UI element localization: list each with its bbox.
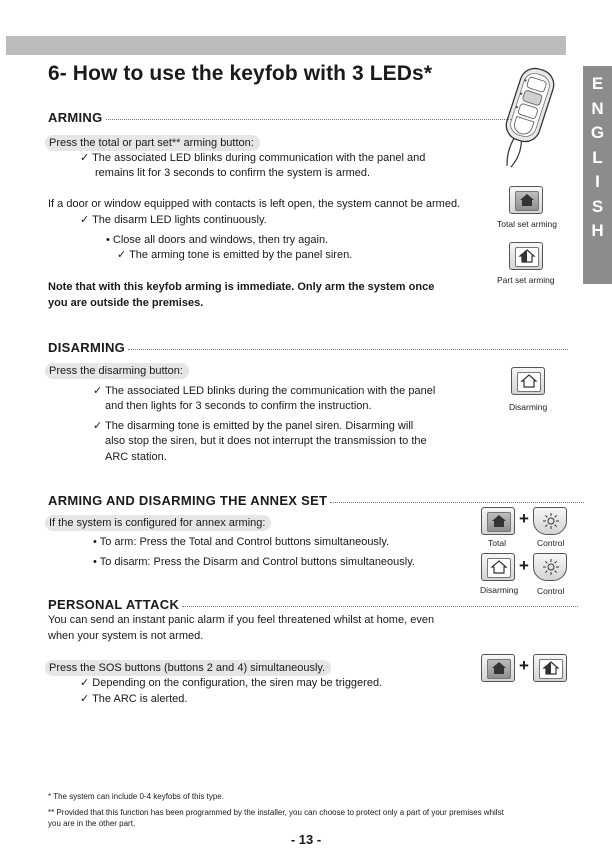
total-button [481,507,515,535]
control-sun-icon [542,512,560,530]
language-letter: N [591,98,604,118]
house-half-icon [540,659,562,677]
language-letter: L [592,147,603,167]
disarming-instruction: Press the disarming button: [45,363,189,379]
disarming-caption: Disarming [509,402,548,412]
annex-instruction: If the system is configured for annex arming: [45,515,271,531]
language-tab [583,66,612,284]
sos-button-2 [481,654,515,682]
attack-check-2: ✓ The ARC is alerted. [80,693,188,705]
disarming-heading [48,340,568,355]
part-set-button [509,242,543,270]
disarming-check-1: ✓ The associated LED blinks during the communication with the panel [93,385,436,397]
disarming-check-2-cont: also stop the siren, but it does not interrupt the transmission to the [105,435,427,447]
arming-instruction: Press the total or part set** arming button: [45,135,260,151]
sos-button-4 [533,654,567,682]
house-outline-icon [518,372,540,390]
annex-heading [48,493,584,508]
house-filled-icon [488,512,510,530]
control-button [533,553,567,581]
attack-check-1: ✓ Depending on the configuration, the siren may be triggered. [80,677,383,689]
heading-dots [182,606,578,607]
language-letter: E [591,74,604,93]
arming-check-3: ✓ The arming tone is emitted by the panel siren. [117,249,353,261]
language-letter: S [591,196,604,216]
language-letter: H [591,221,604,240]
arming-check-1: ✓ The associated LED blinks during communication with the panel and [80,152,426,164]
control-sun-icon [542,558,560,576]
arming-check-1-cont: remains lit for 3 seconds to confirm the system is armed. [95,167,371,179]
plus-sign: + [519,509,529,528]
annex-heading-text: ARMING AND DISARMING THE ANNEX SET [48,493,328,508]
control-button [533,507,567,535]
language-letter: G [590,123,605,142]
house-filled-icon [488,659,510,677]
footnote-2-cont: you are in the other part. [48,819,136,828]
arming-note-cont: you are outside the premises. [48,297,204,309]
heading-dots [330,502,584,503]
attack-instruction: Press the SOS buttons (buttons 2 and 4) simultaneously. [45,660,331,676]
language-letter: I [595,172,600,191]
annex-bullet-disarm: • To disarm: Press the Disarm and Control buttons simultaneously. [93,556,415,568]
attack-heading-text: PERSONAL ATTACK [48,597,180,612]
control-caption: Control [537,538,565,548]
total-set-button [509,186,543,214]
disarming-check-2: ✓ The disarming tone is emitted by the panel siren. Disarming will [93,420,414,432]
disarming-caption: Disarming [480,585,519,595]
footnote-1: * The system can include 0-4 keyfobs of this type. [48,792,224,801]
house-filled-icon [516,191,538,209]
arming-door-warning: If a door or window equipped with contacts is left open, the system cannot be armed. [48,198,461,210]
disarm-button [481,553,515,581]
control-caption: Control [537,586,565,596]
heading-dots [128,349,568,350]
header-bar [6,36,566,55]
arming-note: Note that with this keyfob arming is immediate. Only arm the system once [48,281,435,293]
total-set-caption: Total set arming [497,219,557,229]
plus-sign: + [519,656,529,675]
footnote-2: ** Provided that this function has been programmed by the installer, you can choose to protect only a part of your premises whilst [48,808,504,817]
plus-sign: + [519,556,529,575]
total-caption: Total [488,538,506,548]
disarming-check-1-cont: and then lights for 3 seconds to confirm the instruction. [105,400,372,412]
arming-bullet: • Close all doors and windows, then try again. [106,234,329,246]
house-half-icon [516,247,538,265]
attack-text-cont: when your system is not armed. [48,630,204,642]
disarm-button [511,367,545,395]
heading-dots [106,119,511,120]
arming-heading-text: ARMING [48,110,103,125]
annex-bullet-arm: • To arm: Press the Total and Control buttons simultaneously. [93,536,390,548]
arming-check-2: ✓ The disarm LED lights continuously. [80,214,267,226]
page-title: 6- How to use the keyfob with 3 LEDs* [48,62,433,85]
part-set-caption: Part set arming [497,275,555,285]
disarming-heading-text: DISARMING [48,340,126,355]
house-outline-icon [488,558,510,576]
disarming-check-2-cont2: ARC station. [105,451,167,463]
attack-heading [48,597,578,612]
attack-text: You can send an instant panic alarm if you feel threatened whilst at home, even [48,614,435,626]
arming-heading [48,110,511,125]
page-number: - 13 - [290,832,322,847]
